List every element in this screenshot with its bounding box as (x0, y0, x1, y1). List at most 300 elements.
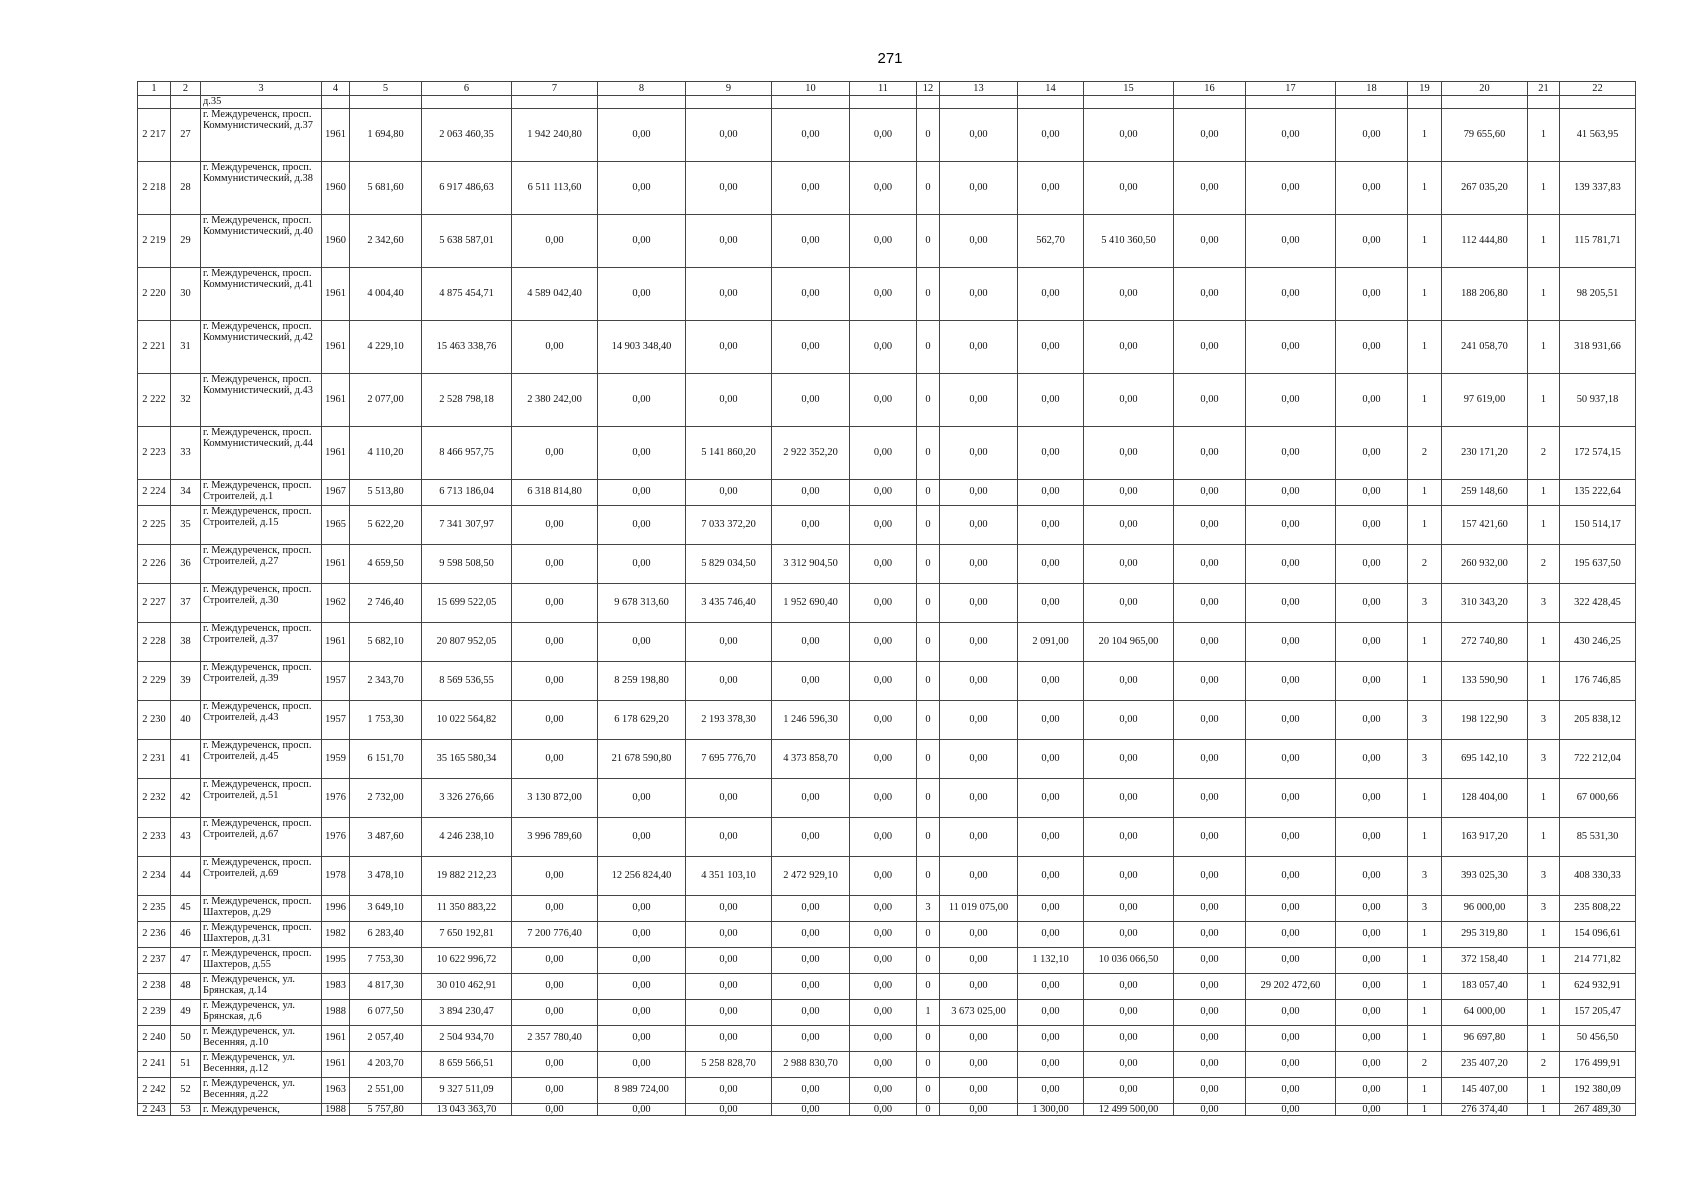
table-cell: 0,00 (1018, 661, 1084, 700)
table-cell: 97 619,00 (1442, 373, 1528, 426)
table-cell: 1 753,30 (350, 700, 422, 739)
table-cell: 2 232 (138, 778, 171, 817)
table-cell: 1 (1408, 1077, 1442, 1103)
table-cell: 0,00 (940, 778, 1018, 817)
table-cell: 0,00 (1336, 778, 1408, 817)
table-cell: 1 (1408, 947, 1442, 973)
table-cell: 0,00 (772, 1025, 850, 1051)
table-cell: 2 (1408, 426, 1442, 479)
table-cell: 1 (1528, 479, 1560, 505)
table-cell: 6 151,70 (350, 739, 422, 778)
table-cell: 0,00 (850, 1103, 917, 1116)
table-cell: 79 655,60 (1442, 108, 1528, 161)
table-cell: 41 563,95 (1560, 108, 1636, 161)
column-header: 20 (1442, 82, 1528, 96)
table-cell: 0,00 (850, 320, 917, 373)
table-cell: 1 694,80 (350, 108, 422, 161)
column-header: 11 (850, 82, 917, 96)
table-cell: 1960 (322, 214, 350, 267)
table-cell: 176 746,85 (1560, 661, 1636, 700)
table-cell: 0,00 (772, 108, 850, 161)
table-cell: 3 (1408, 583, 1442, 622)
table-cell: 0 (917, 739, 940, 778)
table-cell: 0,00 (512, 583, 598, 622)
table-cell: 12 256 824,40 (598, 856, 686, 895)
table-cell: 4 246 238,10 (422, 817, 512, 856)
column-header: 5 (350, 82, 422, 96)
table-cell: 1 (1408, 817, 1442, 856)
table-cell: 15 699 522,05 (422, 583, 512, 622)
table-cell: 0,00 (1336, 856, 1408, 895)
table-cell: 0,00 (598, 544, 686, 583)
table-cell: 0 (917, 479, 940, 505)
table-cell: 85 531,30 (1560, 817, 1636, 856)
table-cell: 0,00 (1084, 778, 1174, 817)
table-cell: 31 (171, 320, 201, 373)
table-cell: 3 435 746,40 (686, 583, 772, 622)
address-cell: г. Междуреченск, ул. Весенняя, д.10 (201, 1025, 322, 1051)
table-cell: 0,00 (1246, 1077, 1336, 1103)
table-cell: 2 241 (138, 1051, 171, 1077)
empty-cell (686, 96, 772, 109)
table-cell: 2 242 (138, 1077, 171, 1103)
table-cell: 0,00 (1336, 161, 1408, 214)
table-cell: 0,00 (686, 778, 772, 817)
table-cell: 8 259 198,80 (598, 661, 686, 700)
table-cell: 28 (171, 161, 201, 214)
table-cell: 0,00 (850, 947, 917, 973)
table-cell: 0,00 (598, 161, 686, 214)
column-header: 12 (917, 82, 940, 96)
table-cell: 3 487,60 (350, 817, 422, 856)
table-cell: 0,00 (686, 479, 772, 505)
table-cell: 0 (917, 661, 940, 700)
table-cell: 0,00 (1174, 505, 1246, 544)
table-cell: 0,00 (598, 895, 686, 921)
table-cell: 310 343,20 (1442, 583, 1528, 622)
table-cell: 0,00 (772, 947, 850, 973)
table-cell: 0,00 (1018, 895, 1084, 921)
table-cell: 2 922 352,20 (772, 426, 850, 479)
table-cell: 2 528 798,18 (422, 373, 512, 426)
table-cell: 3 649,10 (350, 895, 422, 921)
table-cell: 2 057,40 (350, 1025, 422, 1051)
table-cell: 0,00 (1174, 479, 1246, 505)
table-cell: 10 622 996,72 (422, 947, 512, 973)
table-cell: 1 (1408, 622, 1442, 661)
table-cell: 1 (1528, 973, 1560, 999)
table-cell: 0,00 (940, 583, 1018, 622)
table-cell: 0,00 (686, 373, 772, 426)
table-row (138, 267, 1636, 320)
table-cell: 5 829 034,50 (686, 544, 772, 583)
header-row (138, 82, 1636, 96)
table-cell: 0,00 (1336, 947, 1408, 973)
table-cell: 0,00 (1336, 426, 1408, 479)
table-cell: 47 (171, 947, 201, 973)
table-cell: 4 817,30 (350, 973, 422, 999)
table-cell: 0,00 (940, 622, 1018, 661)
table-cell: 0,00 (512, 947, 598, 973)
table-cell: 0 (917, 700, 940, 739)
table-cell: 0,00 (1174, 320, 1246, 373)
table-cell: 0,00 (512, 622, 598, 661)
table-cell: 0,00 (850, 622, 917, 661)
table-cell: 0,00 (686, 921, 772, 947)
table-cell: 4 589 042,40 (512, 267, 598, 320)
table-cell: 230 171,20 (1442, 426, 1528, 479)
table-cell: 0 (917, 921, 940, 947)
table-cell: 35 165 580,34 (422, 739, 512, 778)
table-cell: 0 (917, 1077, 940, 1103)
table-cell: 0,00 (772, 921, 850, 947)
table-cell: 1 (1408, 161, 1442, 214)
table-cell: 1 132,10 (1018, 947, 1084, 973)
table-cell: 1 (1408, 505, 1442, 544)
table-cell: 0,00 (1174, 921, 1246, 947)
table-cell: 1957 (322, 700, 350, 739)
table-cell: 0 (917, 426, 940, 479)
table-cell: 1 (1528, 267, 1560, 320)
table-cell: 0,00 (1084, 973, 1174, 999)
table-cell: 1 952 690,40 (772, 583, 850, 622)
table-cell: 0,00 (1174, 1077, 1246, 1103)
table-cell: 0,00 (598, 622, 686, 661)
table-cell: 0,00 (1018, 1025, 1084, 1051)
table-cell: 0,00 (940, 373, 1018, 426)
table-cell: 2 222 (138, 373, 171, 426)
table-cell: 2 (1528, 426, 1560, 479)
table-cell: 0,00 (1246, 479, 1336, 505)
table-cell: 9 327 511,09 (422, 1077, 512, 1103)
table-cell: 0 (917, 544, 940, 583)
table-cell: 0,00 (1018, 700, 1084, 739)
table-cell: 0,00 (850, 1077, 917, 1103)
table-cell: 0,00 (1018, 505, 1084, 544)
empty-cell (350, 96, 422, 109)
table-cell: 0,00 (1246, 895, 1336, 921)
table-row (138, 778, 1636, 817)
table-cell: 0,00 (1246, 661, 1336, 700)
table-cell: 3 (917, 895, 940, 921)
table-cell: 0,00 (772, 622, 850, 661)
address-cell: г. Междуреченск, просп. Строителей, д.15 (201, 505, 322, 544)
address-cell: г. Междуреченск, просп. Строителей, д.43 (201, 700, 322, 739)
table-cell: 2 380 242,00 (512, 373, 598, 426)
table-cell: 9 678 313,60 (598, 583, 686, 622)
table-cell: 6 283,40 (350, 921, 422, 947)
table-cell: 0,00 (1018, 320, 1084, 373)
table-cell: 0,00 (1174, 1051, 1246, 1077)
address-cell: г. Междуреченск, просп. Коммунистический, д.42 (201, 320, 322, 373)
table-cell: 0,00 (1018, 267, 1084, 320)
table-cell: 0,00 (686, 817, 772, 856)
table-row (138, 1077, 1636, 1103)
table-cell: 2 228 (138, 622, 171, 661)
table-cell: 2 225 (138, 505, 171, 544)
table-cell: 0,00 (686, 267, 772, 320)
table-cell: 3 478,10 (350, 856, 422, 895)
empty-cell (1442, 96, 1528, 109)
table-cell: 1 (1528, 505, 1560, 544)
table-row (138, 817, 1636, 856)
table-cell: 0,00 (1174, 426, 1246, 479)
column-header: 8 (598, 82, 686, 96)
empty-cell (512, 96, 598, 109)
table-cell: 3 996 789,60 (512, 817, 598, 856)
table-cell: 0,00 (1336, 999, 1408, 1025)
table-cell: 0,00 (686, 1103, 772, 1116)
table-cell: 2 343,70 (350, 661, 422, 700)
table-cell: 0,00 (1174, 108, 1246, 161)
table-cell: 2 233 (138, 817, 171, 856)
table-cell: 0,00 (512, 505, 598, 544)
table-cell: 0,00 (1174, 999, 1246, 1025)
table-cell: 2 223 (138, 426, 171, 479)
table-cell: 0,00 (1246, 161, 1336, 214)
column-header: 2 (171, 82, 201, 96)
table-cell: 0 (917, 267, 940, 320)
table-cell: 0,00 (1084, 479, 1174, 505)
table-cell: 272 740,80 (1442, 622, 1528, 661)
column-header: 14 (1018, 82, 1084, 96)
table-cell: 41 (171, 739, 201, 778)
table-cell: 0,00 (1174, 1025, 1246, 1051)
table-cell: 0,00 (1018, 973, 1084, 999)
table-cell: 0,00 (940, 947, 1018, 973)
table-cell: 0,00 (940, 544, 1018, 583)
table-cell: 1 (917, 999, 940, 1025)
table-cell: 260 932,00 (1442, 544, 1528, 583)
table-cell: 2 231 (138, 739, 171, 778)
table-cell: 0,00 (940, 700, 1018, 739)
table-cell: 1988 (322, 1103, 350, 1116)
table-cell: 3 (1408, 739, 1442, 778)
table-cell: 1 (1408, 267, 1442, 320)
address-cell: г. Междуреченск, просп. Строителей, д.27 (201, 544, 322, 583)
table-cell: 0,00 (1018, 999, 1084, 1025)
table-cell: 1961 (322, 544, 350, 583)
address-cell: д.35 (201, 96, 322, 109)
table-cell: 3 (1528, 895, 1560, 921)
table-cell: 2 221 (138, 320, 171, 373)
table-cell: 0,00 (1336, 1025, 1408, 1051)
table-cell: 5 410 360,50 (1084, 214, 1174, 267)
table-cell: 0,00 (940, 479, 1018, 505)
table-cell: 0,00 (1246, 1051, 1336, 1077)
table-cell: 0,00 (1246, 739, 1336, 778)
table-cell: 7 650 192,81 (422, 921, 512, 947)
table-cell: 0,00 (512, 1077, 598, 1103)
table-cell: 0,00 (1084, 583, 1174, 622)
table-cell: 0,00 (1174, 778, 1246, 817)
table-cell: 112 444,80 (1442, 214, 1528, 267)
table-cell: 0,00 (1246, 856, 1336, 895)
address-cell: г. Междуреченск, ул. Брянская, д.6 (201, 999, 322, 1025)
table-cell: 4 659,50 (350, 544, 422, 583)
table-cell: 235 808,22 (1560, 895, 1636, 921)
table-cell: 0,00 (1018, 161, 1084, 214)
table-cell: 0,00 (940, 426, 1018, 479)
table-cell: 2 217 (138, 108, 171, 161)
table-cell: 0,00 (1018, 426, 1084, 479)
table-cell: 1 (1528, 108, 1560, 161)
table-cell: 0,00 (850, 544, 917, 583)
table-cell: 0,00 (772, 661, 850, 700)
table-cell: 98 205,51 (1560, 267, 1636, 320)
empty-cell (1528, 96, 1560, 109)
table-cell: 1 (1528, 1077, 1560, 1103)
table-cell: 0,00 (598, 505, 686, 544)
table-cell: 0,00 (940, 817, 1018, 856)
table-cell: 0,00 (686, 973, 772, 999)
table-cell: 0,00 (598, 426, 686, 479)
table-row (138, 973, 1636, 999)
table-cell: 7 200 776,40 (512, 921, 598, 947)
table-cell: 0,00 (940, 1103, 1018, 1116)
table-cell: 32 (171, 373, 201, 426)
column-header: 22 (1560, 82, 1636, 96)
table-cell: 0,00 (1246, 1103, 1336, 1116)
table-cell: 0,00 (850, 921, 917, 947)
table-cell: 0,00 (1336, 1103, 1408, 1116)
table-cell: 0 (917, 622, 940, 661)
address-cell: г. Междуреченск, просп. Строителей, д.1 (201, 479, 322, 505)
table-row (138, 856, 1636, 895)
empty-cell (1408, 96, 1442, 109)
table-cell: 1 (1408, 108, 1442, 161)
table-cell: 1960 (322, 161, 350, 214)
table-cell: 11 350 883,22 (422, 895, 512, 921)
table-cell: 0,00 (598, 1025, 686, 1051)
table-cell: 0,00 (850, 214, 917, 267)
table-cell: 0,00 (512, 999, 598, 1025)
table-cell: 1 (1528, 214, 1560, 267)
address-cell: г. Междуреченск, просп. Коммунистический, д.40 (201, 214, 322, 267)
table-cell: 0,00 (850, 479, 917, 505)
table-cell: 0 (917, 778, 940, 817)
table-cell: 128 404,00 (1442, 778, 1528, 817)
table-cell: 0,00 (1084, 544, 1174, 583)
table-cell: 6 178 629,20 (598, 700, 686, 739)
table-cell: 1963 (322, 1077, 350, 1103)
table-row (138, 544, 1636, 583)
table-cell: 12 499 500,00 (1084, 1103, 1174, 1116)
column-header: 6 (422, 82, 512, 96)
table-cell: 2 234 (138, 856, 171, 895)
table-cell: 0,00 (1084, 817, 1174, 856)
table-cell: 1 (1528, 622, 1560, 661)
table-cell: 0,00 (1246, 373, 1336, 426)
table-cell: 43 (171, 817, 201, 856)
empty-cell (1336, 96, 1408, 109)
column-header: 19 (1408, 82, 1442, 96)
table-row (138, 921, 1636, 947)
table-cell: 0,00 (772, 895, 850, 921)
table-cell: 19 882 212,23 (422, 856, 512, 895)
table-cell: 135 222,64 (1560, 479, 1636, 505)
table-cell: 0,00 (1336, 921, 1408, 947)
table-cell: 0,00 (686, 320, 772, 373)
table-cell: 2 988 830,70 (772, 1051, 850, 1077)
table-cell: 0,00 (1336, 320, 1408, 373)
table-cell: 1961 (322, 108, 350, 161)
table-cell: 3 673 025,00 (940, 999, 1018, 1025)
table-cell: 1 (1408, 999, 1442, 1025)
table-cell: 0,00 (940, 267, 1018, 320)
table-cell: 0,00 (940, 214, 1018, 267)
table-cell: 1983 (322, 973, 350, 999)
table-cell: 0,00 (1084, 999, 1174, 1025)
table-cell: 6 917 486,63 (422, 161, 512, 214)
table-cell: 51 (171, 1051, 201, 1077)
table-cell: 1961 (322, 426, 350, 479)
table-cell: 0,00 (1084, 895, 1174, 921)
table-cell: 1 (1528, 817, 1560, 856)
table-row (138, 320, 1636, 373)
table-cell: 0,00 (1084, 161, 1174, 214)
table-cell: 154 096,61 (1560, 921, 1636, 947)
table-cell: 0,00 (1174, 817, 1246, 856)
table-cell: 0,00 (598, 267, 686, 320)
table-cell: 0,00 (598, 921, 686, 947)
table-cell: 0,00 (512, 739, 598, 778)
table-cell: 0,00 (512, 426, 598, 479)
table-cell: 1 (1408, 661, 1442, 700)
table-cell: 0,00 (850, 505, 917, 544)
table-cell: 2 220 (138, 267, 171, 320)
table-cell: 0,00 (512, 544, 598, 583)
table-cell: 1976 (322, 778, 350, 817)
table-cell: 205 838,12 (1560, 700, 1636, 739)
table-cell: 1 (1528, 921, 1560, 947)
table-cell: 0,00 (772, 817, 850, 856)
table-cell: 0,00 (1174, 622, 1246, 661)
table-cell: 1995 (322, 947, 350, 973)
table-cell: 2 226 (138, 544, 171, 583)
address-cell: г. Междуреченск, просп. Шахтеров, д.31 (201, 921, 322, 947)
table-cell: 1961 (322, 622, 350, 661)
table-cell: 2 193 378,30 (686, 700, 772, 739)
table-cell: 13 043 363,70 (422, 1103, 512, 1116)
table-cell: 0,00 (1246, 267, 1336, 320)
table-cell: 3 (1408, 856, 1442, 895)
table-cell: 6 077,50 (350, 999, 422, 1025)
column-header: 3 (201, 82, 322, 96)
table-cell: 1965 (322, 505, 350, 544)
table-cell: 1 246 596,30 (772, 700, 850, 739)
table-cell: 0,00 (1084, 739, 1174, 778)
table-row (138, 583, 1636, 622)
table-cell: 5 513,80 (350, 479, 422, 505)
table-cell: 3 312 904,50 (772, 544, 850, 583)
table-cell: 235 407,20 (1442, 1051, 1528, 1077)
table-cell: 0,00 (1336, 267, 1408, 320)
table-cell: 0,00 (1018, 856, 1084, 895)
table-cell: 0,00 (1018, 583, 1084, 622)
table-cell: 0,00 (598, 108, 686, 161)
table-cell: 214 771,82 (1560, 947, 1636, 973)
table-cell: 0,00 (1084, 1077, 1174, 1103)
table-cell: 0 (917, 817, 940, 856)
table-cell: 4 203,70 (350, 1051, 422, 1077)
table-cell: 44 (171, 856, 201, 895)
table-cell: 150 514,17 (1560, 505, 1636, 544)
empty-cell (850, 96, 917, 109)
column-header: 13 (940, 82, 1018, 96)
table-cell: 1 (1528, 999, 1560, 1025)
table-cell: 0 (917, 1051, 940, 1077)
